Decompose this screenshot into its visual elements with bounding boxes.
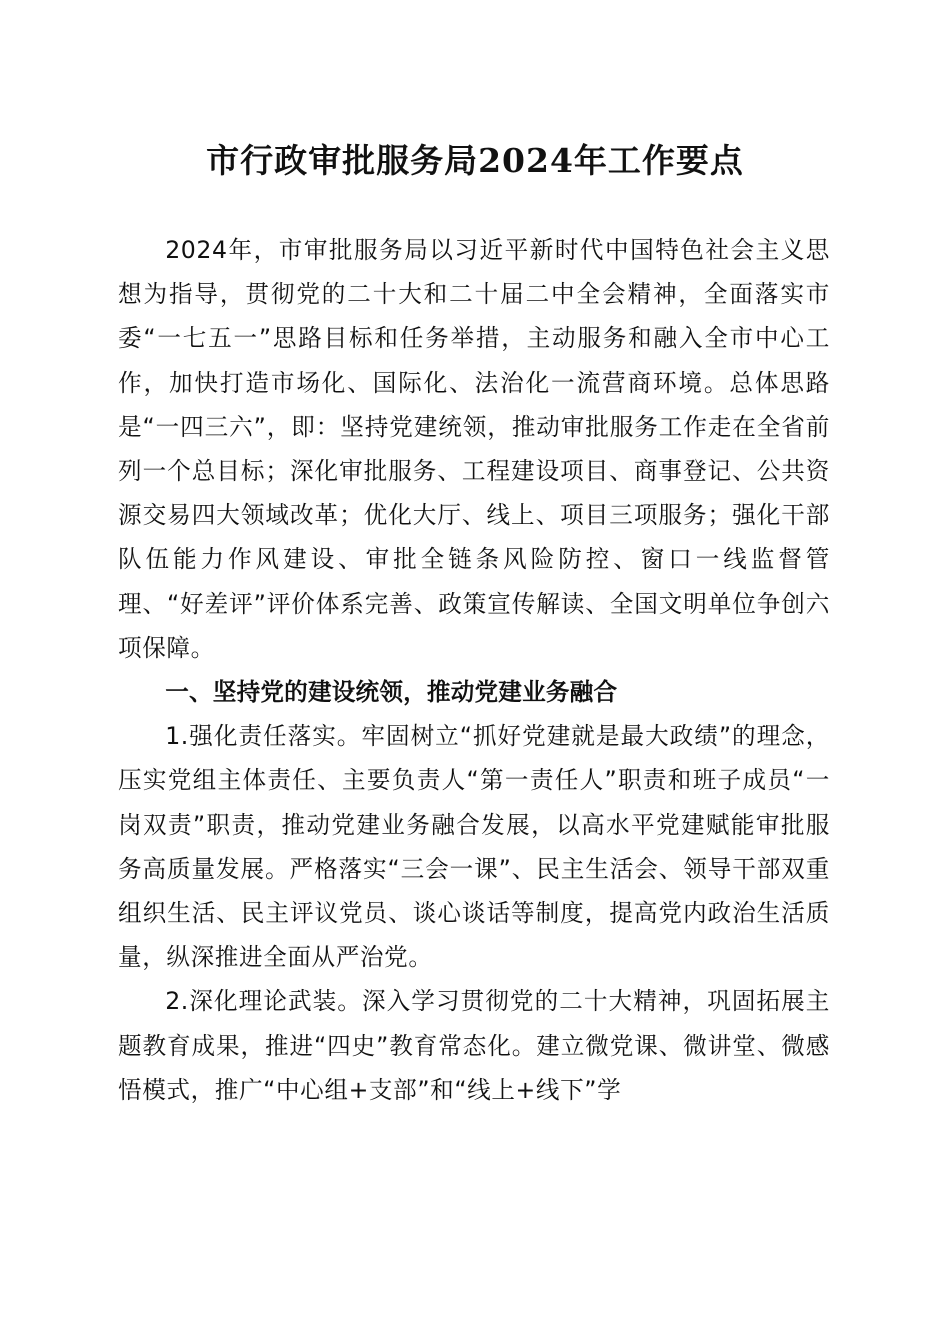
section-heading-1: 一、坚持党的建设统领，推动党建业务融合 — [165, 678, 618, 707]
item-paragraph-1: 1.强化责任落实。牢固树立“抓好党建就是最大政绩”的理念，压实党组主体责任、主要负责人“第一责任人”职责和班子成员“一岗双责”职责，推动党建业务融合发展，以高水平党建赋能审批服务高质量发展。严格落实“三会一课”、民主生活会、领导干部双重组织生活、民主评议党员、谈心谈话等制度，提高党内政治生活质量，纵深推进全面从严治党。 — [118, 722, 830, 972]
intro-paragraph: 2024年，市审批服务局以习近平新时代中国特色社会主义思想为指导，贯彻党的二十大和二十届二中全会精神，全面落实市委“一七五一”思路目标和任务举措，主动服务和融入全市中心工作，加快打造市场化、国际化、法治化一流营商环境。总体思路是“一四三六”，即：坚持党建统领，推动审批服务工作走在全省前列一个总目标；深化审批服务、工程建设项目、商事登记、公共资源交易四大领域改革；优化大厅、线上、项目三项服务；强化干部队伍能力作风建设、审批全链条风险防控、窗口一线监督管理、“好差评”评价体系完善、政策宣传解读、全国文明单位争创六项保障。 — [118, 236, 830, 662]
document-body — [118, 228, 830, 1112]
document-title: 市行政审批服务局2024年工作要点 — [206, 141, 744, 180]
item-paragraph-2: 2.深化理论武装。深入学习贯彻党的二十大精神，巩固拓展主题教育成果，推进“四史”教育常态化。建立微党课、微讲堂、微感悟模式，推广“中心组+支部”和“线上+线下”学 — [118, 987, 830, 1104]
